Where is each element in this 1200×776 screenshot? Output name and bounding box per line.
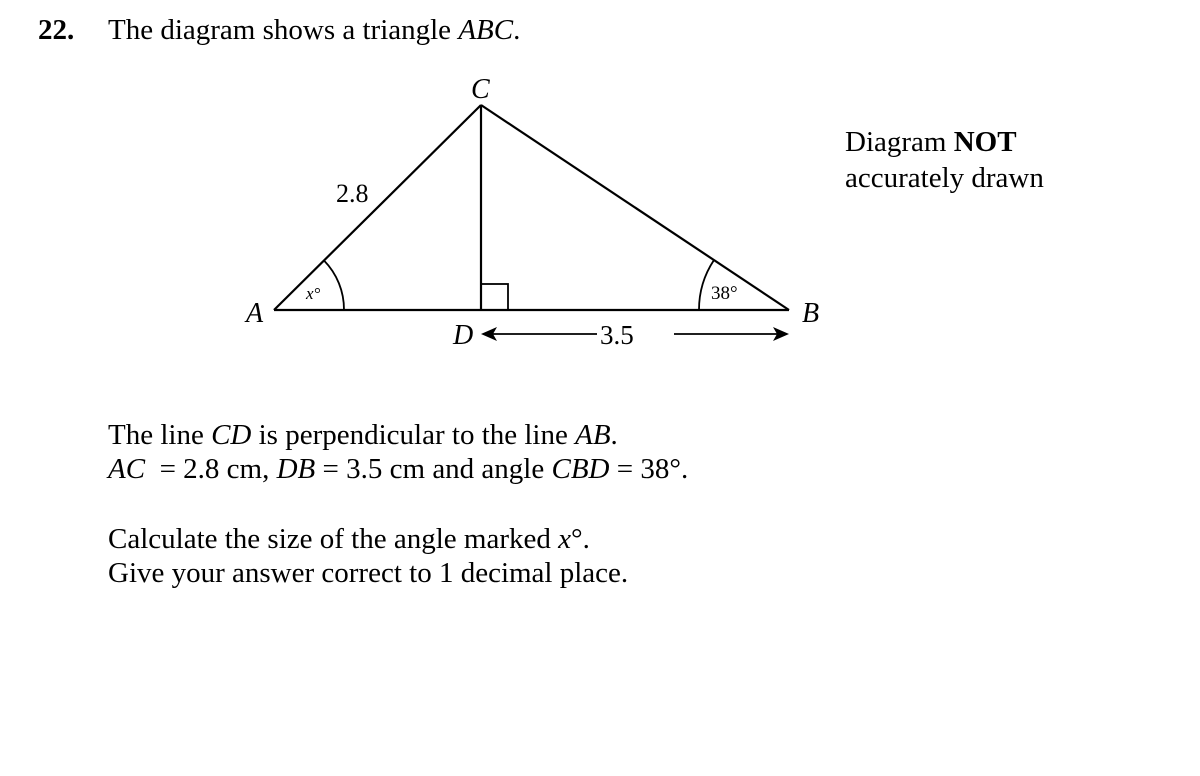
variable-x: x [558, 523, 571, 555]
intro-text: The diagram shows a triangle [108, 14, 459, 46]
vertex-label-d: D [453, 320, 474, 351]
task-text: Calculate the size of the angle marked [108, 523, 559, 555]
statement-text: The line [108, 419, 212, 451]
statement-line-1 [108, 418, 688, 452]
angle-x-label: x° [306, 284, 321, 303]
task-line-2: Give your answer correct to 1 decimal place. [108, 557, 629, 589]
note-line-2: accurately drawn [845, 162, 1044, 194]
intro-end: . [513, 14, 521, 46]
segment-cd: CD [211, 419, 252, 451]
statement-text: . [610, 419, 618, 451]
side-ac [274, 105, 481, 310]
vertex-label-b: B [802, 298, 820, 329]
right-angle-marker [481, 284, 508, 310]
task-instructions [108, 522, 628, 590]
segment-db: DB [276, 453, 316, 485]
segment-ab: AB [575, 419, 611, 451]
statement-text: is perpendicular to the line [251, 419, 576, 451]
side-ac-length-label: 2.8 [336, 179, 369, 208]
task-line-1 [108, 522, 628, 556]
vertex-label-a: A [246, 298, 264, 329]
statement-text: = 2.8 cm, [145, 453, 277, 485]
statement-text: = 38°. [609, 453, 689, 485]
angle-arc-a [324, 261, 344, 311]
side-cb [481, 105, 789, 310]
note-text: Diagram [845, 126, 954, 158]
segment-ac: AC [108, 453, 146, 485]
side-db-length-label: 3.5 [600, 320, 634, 350]
statement-text: = 3.5 cm and angle [315, 453, 552, 485]
task-text: °. [570, 523, 590, 555]
angle-b-label: 38° [711, 283, 738, 304]
angle-cbd: CBD [551, 453, 610, 485]
question-number: 22. [38, 14, 75, 46]
intro-triangle-name: ABC [458, 14, 514, 46]
vertex-label-c: C [471, 74, 490, 105]
problem-statement [108, 418, 688, 486]
statement-line-2 [108, 452, 688, 486]
note-bold: NOT [953, 126, 1017, 158]
